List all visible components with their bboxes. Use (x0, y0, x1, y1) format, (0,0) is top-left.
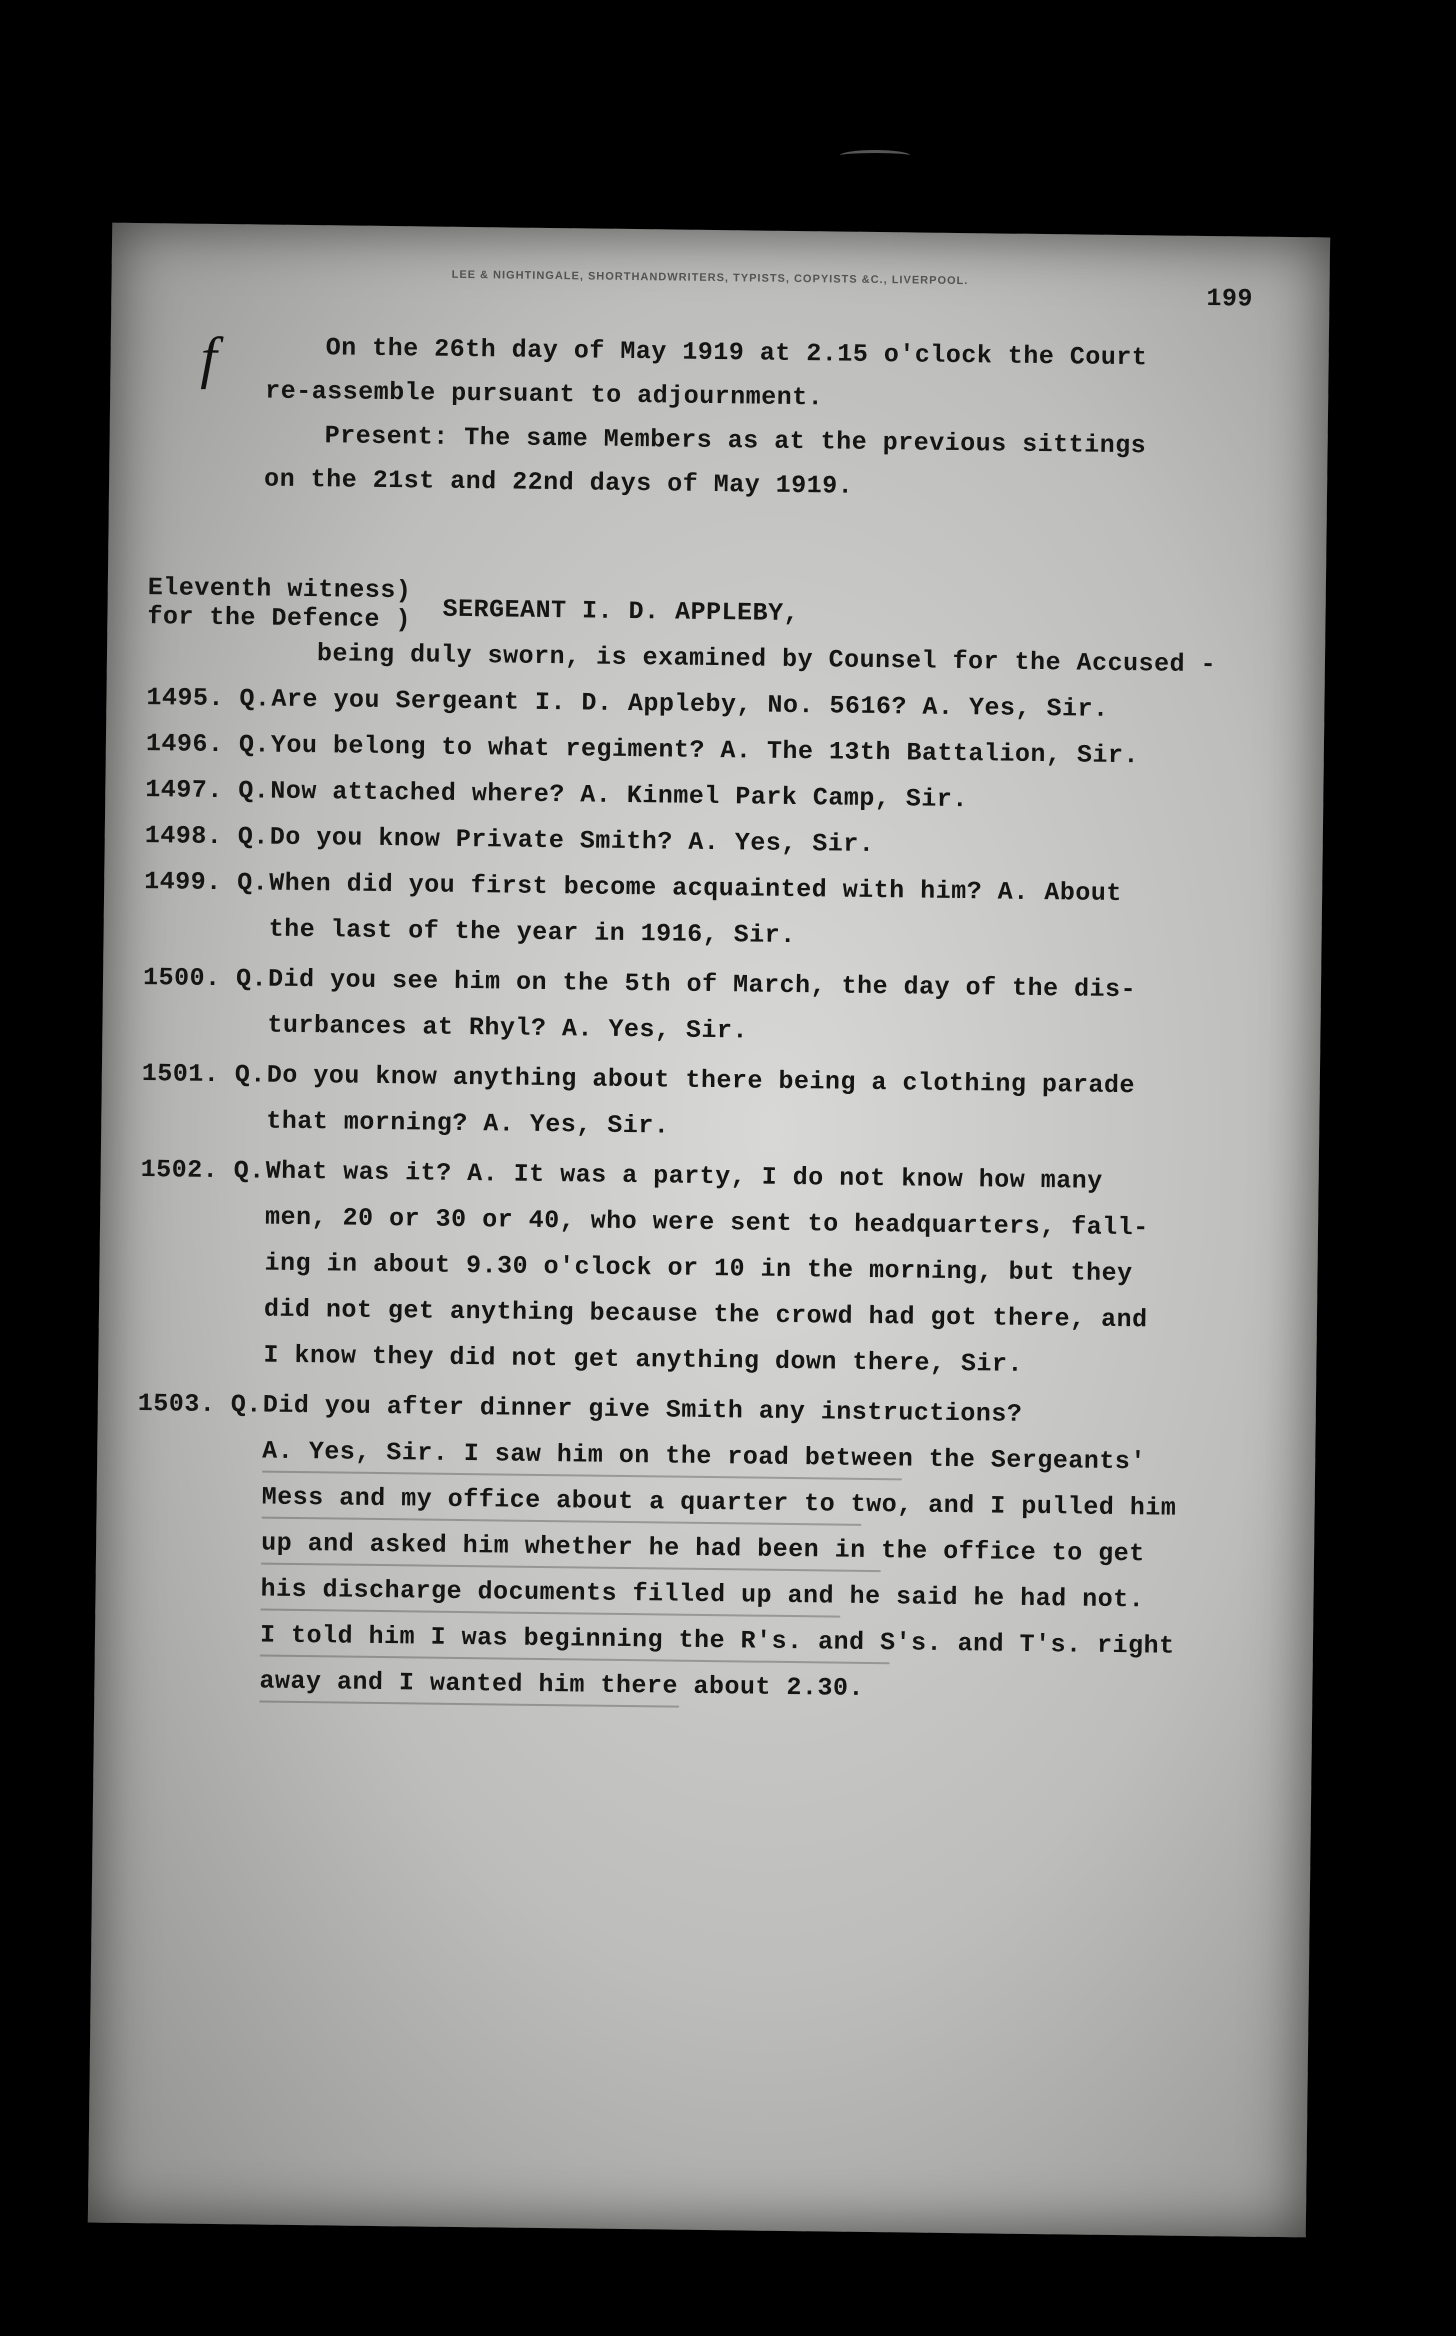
printer-header: LEE & NIGHTINGALE, SHORTHANDWRITERS, TYPISTS, COPYISTS &C., LIVERPOOL. (451, 268, 969, 288)
pencil-underline (260, 1609, 840, 1618)
opening-line-2: re-assemble pursuant to adjournment. (265, 376, 824, 413)
question-number: 1500. Q. (142, 963, 268, 994)
qa-line: When did you first become acquainted with him? A. About (269, 868, 1122, 909)
qa-line: Mess and my office about a quarter to two, and I pulled him (261, 1482, 1177, 1523)
qa-line: Do you know anything about there being a clothing parade (266, 1060, 1136, 1101)
question-number: 1499. Q. (144, 867, 269, 898)
question-number: 1495. Q. (146, 683, 271, 714)
document-page (88, 223, 1330, 2238)
qa-line: up and asked him whether he had been in the office to get (260, 1528, 1145, 1569)
pencil-underline (261, 1517, 861, 1526)
qa-line: A. Yes, Sir. I saw him on the road between the Sergeants' (262, 1436, 1147, 1477)
qa-line: Are you Sergeant I. D. Appleby, No. 5616? A. Yes, Sir. (271, 684, 1109, 724)
margin-mark: f (200, 324, 218, 390)
witness-label (147, 573, 411, 634)
sworn-statement: being duly sworn, is examined by Counsel for the Accused - (316, 639, 1217, 680)
witness-name: SERGEANT I. D. APPLEBY, (442, 594, 800, 629)
qa-line: men, 20 or 30 or 40, who were sent to headquarters, fall- (264, 1202, 1149, 1243)
question-number: 1503. Q. (137, 1389, 263, 1420)
qa-line: did not get anything because the crowd had got there, and (263, 1294, 1148, 1335)
qa-line: I know they did not get anything down there, Sir. (263, 1340, 1024, 1379)
qa-line: I told him I was beginning the R's. and S's. and T's. right (259, 1620, 1175, 1661)
qa-line: ing in about 9.30 o'clock or 10 in the morning, but they (264, 1248, 1133, 1289)
qa-line: his discharge documents filled up and he said he had not. (260, 1574, 1145, 1615)
qa-line: Now attached where? A. Kinmel Park Camp, Sir. (270, 776, 969, 815)
pencil-underline (259, 1701, 679, 1708)
opening-line-4: on the 21st and 22nd days of May 1919. (263, 464, 854, 501)
question-number: 1496. Q. (145, 729, 271, 760)
qa-line: You belong to what regiment? A. The 13th Battalion, Sir. (270, 730, 1140, 771)
paper-fold-mark (840, 150, 910, 161)
witness-label-line-1: Eleventh witness) (147, 573, 412, 606)
qa-line: turbances at Rhyl? A. Yes, Sir. (267, 1010, 749, 1046)
opening-line-1: On the 26th day of May 1919 at 2.15 o'clock the Court (325, 333, 1148, 373)
opening-line-3: Present: The same Members as at the previous sittings (324, 421, 1147, 461)
qa-line: Did you see him on the 5th of March, the day of the dis- (267, 964, 1137, 1005)
page-number: 199 (1206, 284, 1254, 314)
qa-line: the last of the year in 1916, Sir. (268, 914, 796, 951)
qa-line: away and I wanted him there about 2.30. (259, 1666, 865, 1703)
question-number: 1498. Q. (144, 821, 269, 852)
question-number: 1501. Q. (141, 1059, 267, 1090)
qa-line: What was it? A. It was a party, I do not know how many (265, 1156, 1103, 1196)
qa-line: Do you know Private Smith? A. Yes, Sir. (269, 822, 875, 859)
question-number: 1497. Q. (145, 775, 270, 806)
qa-line: that morning? A. Yes, Sir. (266, 1106, 670, 1141)
witness-label-line-2: for the Defence ) (147, 602, 412, 635)
qa-line: Did you after dinner give Smith any instructions? (262, 1390, 1023, 1429)
question-number: 1502. Q. (140, 1155, 265, 1186)
